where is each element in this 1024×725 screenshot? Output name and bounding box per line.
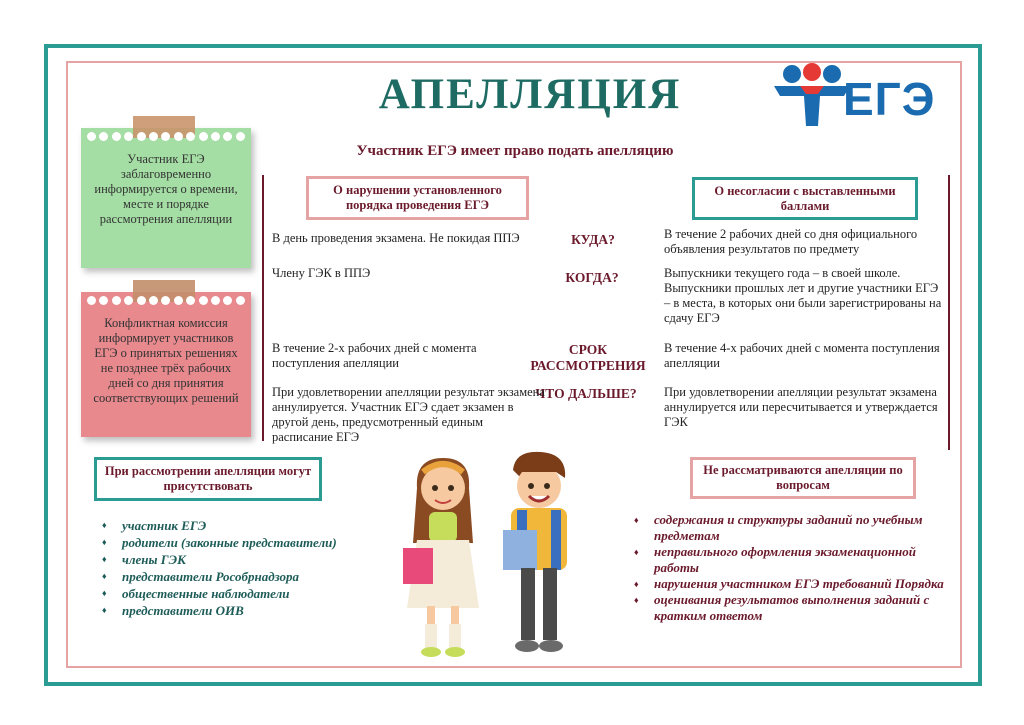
list-item: ♦ представители Рособрнадзора <box>102 568 392 585</box>
list-item: ♦ родители (законные представители) <box>102 534 392 551</box>
list-item: ♦ содержания и структуры заданий по учебным предметам <box>634 512 964 544</box>
note-holes <box>87 296 245 305</box>
question-label: КУДА? <box>571 232 615 247</box>
divider-right <box>948 175 950 450</box>
right-answer: Выпускники текущего года – в своей школе. Выпускники прошлых лет и другие участники ЕГЭ – в места, в которых они были зарегистрированы на сдачу ЕГЭ <box>664 266 942 325</box>
left-answer: В течение 2-х рабочих дней с момента поступления апелляции <box>272 341 477 370</box>
left-answer: При удовлетворении апелляции результат экзамена аннулируется. Участник ЕГЭ сдает экзамен в другой день, предусмотренный единым расписание ЕГЭ <box>272 385 545 444</box>
right-answer: В течение 4-х рабочих дней с момента поступления апелляции <box>664 341 940 370</box>
list-item: ♦ члены ГЭК <box>102 551 392 568</box>
students-illustration <box>395 448 600 670</box>
list-item: ♦ нарушения участником ЕГЭ требований Порядка <box>634 576 964 592</box>
left-answer: В день проведения экзамена. Не покидая ППЭ <box>272 231 520 245</box>
question-label: СРОК РАССМОТРЕНИЯ <box>530 342 646 373</box>
question-label: КОГДА? <box>565 270 619 285</box>
left-column-header: О нарушении установленного порядка проведения ЕГЭ <box>306 176 529 220</box>
attendees-header: При рассмотрении апелляции могут присутствовать <box>94 457 322 501</box>
attendees-list <box>102 517 392 619</box>
question-label: ЧТО ДАЛЬШЕ? <box>535 386 637 401</box>
not-considered-list <box>634 512 964 624</box>
not-considered-header: Не рассматриваются апелляции по вопросам <box>690 457 916 499</box>
right-answer: При удовлетворении апелляции результат экзамена аннулируется или пересчитывается и утверждается ГЭК <box>664 385 938 429</box>
divider-left <box>262 175 264 441</box>
page-title: АПЕЛЛЯЦИЯ <box>378 71 682 118</box>
note-green <box>81 128 251 268</box>
logo-text: ЕГЭ <box>843 73 936 125</box>
list-item: ♦ оценивания результатов выполнения заданий с кратким ответом <box>634 592 964 624</box>
subtitle: Участник ЕГЭ имеет право подать апелляцию <box>356 143 674 159</box>
right-answer: В течение 2 рабочих дней со дня официального объявления результатов по предмету <box>664 227 918 256</box>
note-holes <box>87 132 245 141</box>
list-item: ♦ представители ОИВ <box>102 602 392 619</box>
left-answer: Члену ГЭК в ППЭ <box>272 266 371 280</box>
right-column-header: О несогласии с выставленными баллами <box>692 177 918 220</box>
list-item: ♦ неправильного оформления экзаменационной работы <box>634 544 964 576</box>
list-item: ♦ общественные наблюдатели <box>102 585 392 602</box>
note-red-text: Конфликтная комиссия информирует участников ЕГЭ о принятых решениях не позднее трёх рабочих дней со дня принятия соответствующих решений <box>93 316 239 405</box>
note-red <box>81 292 251 437</box>
note-green-text: Участник ЕГЭ заблаговременно информируется о времени, месте и порядке рассмотрения апелляции <box>94 152 238 226</box>
list-item: ♦ участник ЕГЭ <box>102 517 392 534</box>
